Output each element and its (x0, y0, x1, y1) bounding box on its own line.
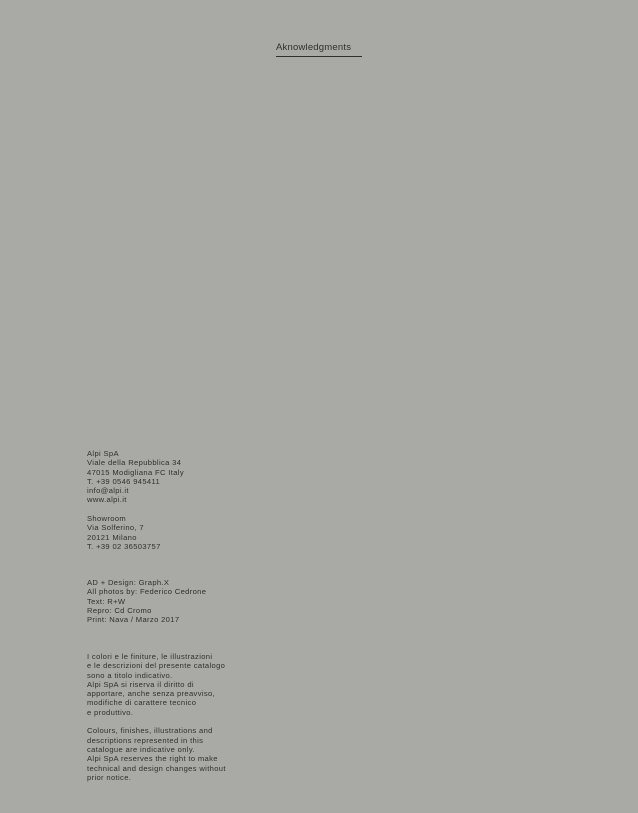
disclaimer-it-line: e le descrizioni del presente catalogo (87, 661, 226, 671)
company-name: Alpi SpA (87, 449, 119, 458)
disclaimer-en-line: technical and design changes without (87, 763, 226, 773)
disclaimer-it-line: Alpi SpA si riserva il diritto di (87, 679, 194, 689)
credits-block (87, 578, 287, 624)
company-website-link[interactable]: www.alpi.it (87, 495, 127, 505)
credit-line: AD + Design: Graph.X (87, 578, 170, 587)
company-city: 47015 Modigliana FC Italy (87, 467, 184, 477)
disclaimer-it-line: e produttivo. (87, 707, 134, 717)
disclaimer-en-line: Alpi SpA reserves the right to make (87, 754, 218, 764)
showroom-phone: T. +39 02 36503757 (87, 541, 161, 551)
credit-line: Text: R+W (87, 596, 126, 606)
disclaimer-it-line: apportare, anche senza preavviso, (87, 689, 216, 699)
disclaimer-en-line: descriptions represented in this (87, 735, 204, 745)
company-street: Viale della Repubblica 34 (87, 458, 182, 468)
credit-line: All photos by: Federico Cedrone (87, 587, 207, 597)
disclaimer-en-line: prior notice. (87, 772, 132, 782)
spacer (87, 717, 287, 726)
disclaimer-en-line: Colours, finishes, illustrations and (87, 726, 213, 736)
credit-line: Print: Nava / Marzo 2017 (87, 615, 180, 625)
disclaimer-block (87, 652, 287, 782)
spacer (87, 505, 287, 514)
company-email-link[interactable]: info@alpi.it (87, 486, 129, 496)
credit-line: Repro: Cd Cromo (87, 605, 152, 615)
showroom-street: Via Solferino, 7 (87, 523, 144, 533)
disclaimer-it-line: modifiche di carattere tecnico (87, 698, 197, 708)
showroom-city: 20121 Milano (87, 532, 137, 542)
page-title: Aknowledgments (276, 42, 362, 57)
disclaimer-it-line: sono a titolo indicativo. (87, 670, 173, 680)
disclaimer-it-line: I colori e le finiture, le illustrazioni (87, 652, 213, 661)
disclaimer-en-line: catalogue are indicative only. (87, 744, 195, 754)
company-phone: T. +39 0546 945411 (87, 476, 161, 486)
showroom-title: Showroom (87, 514, 127, 524)
company-contact-block (87, 449, 287, 551)
